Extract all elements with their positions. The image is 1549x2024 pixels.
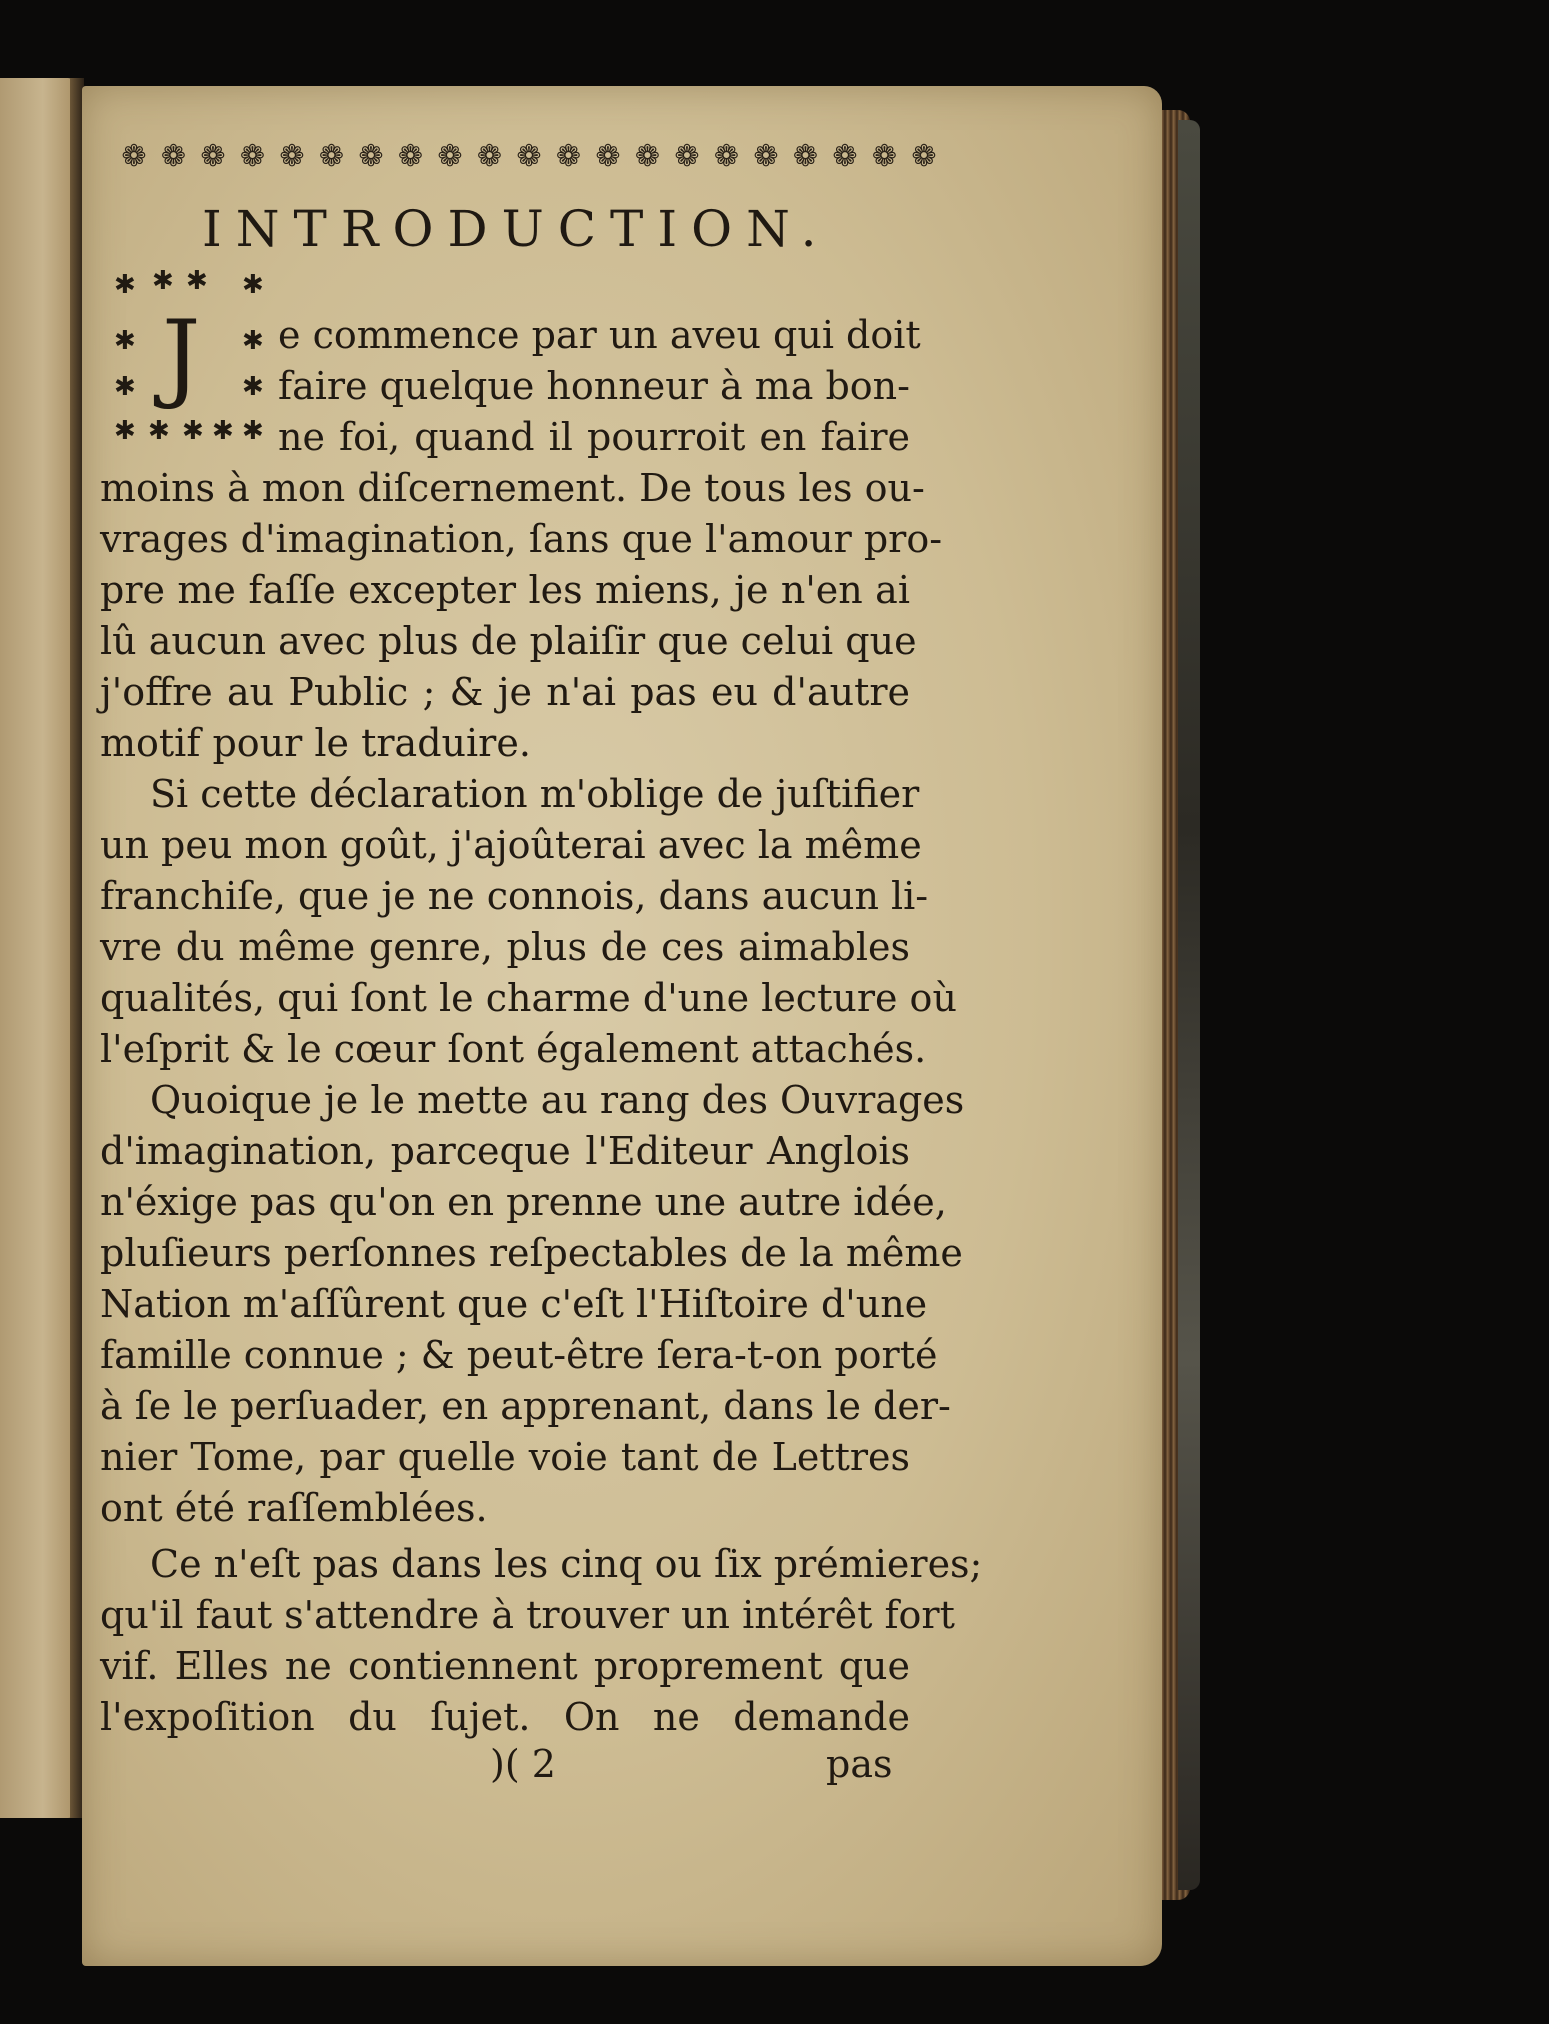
text-line: pre me faſſe excepter les miens, je n'en ai (100, 568, 910, 612)
dropcap-letter: J (162, 300, 201, 412)
book-cover-edge (1178, 120, 1200, 1890)
text-line: qu'il faut s'attendre à trouver un intérêt fort (100, 1593, 955, 1637)
ornament-icon: ❁ (516, 138, 542, 174)
asterisk-ornament-icon: ✱ (152, 266, 174, 296)
asterisk-ornament-icon: ✱ (212, 416, 234, 446)
asterisk-ornament-icon: ✱ (242, 270, 264, 300)
text-line: j'offre au Public ; & je n'ai pas eu d'autre (100, 670, 910, 714)
text-line: moins à mon diſcernement. De tous les ou- (100, 466, 925, 510)
text-line: motif pour le traduire. (100, 721, 531, 765)
text-line: famille connue ; & peut-être ſera-t-on porté (100, 1333, 938, 1377)
text-line: n'éxige pas qu'on en prenne une autre idée, (100, 1180, 947, 1224)
ornament-icon: ❁ (595, 138, 621, 174)
asterisk-ornament-icon: ✱ (242, 416, 264, 446)
signature-mark: )( 2 (490, 1742, 556, 1786)
text-line: vre du même genre, plus de ces aimables (100, 925, 910, 969)
left-page-edge (0, 78, 78, 1818)
catchword: pas (826, 1742, 893, 1786)
ornament-icon: ❁ (318, 138, 345, 174)
asterisk-ornament-icon: ✱ (114, 270, 136, 300)
text-line: à ſe le perſuader, en apprenant, dans le der- (100, 1384, 951, 1428)
text-line: ont été raſſemblées. (100, 1486, 488, 1530)
ornament-icon: ❁ (358, 138, 384, 174)
text-line: pluſieurs perſonnes reſpectables de la même (100, 1231, 963, 1275)
asterisk-ornament-icon: ✱ (242, 372, 264, 402)
ornament-icon: ❁ (397, 138, 424, 174)
ornament-icon: ❁ (753, 138, 779, 174)
dropcap-frame (112, 268, 272, 444)
asterisk-ornament-icon: ✱ (182, 416, 204, 446)
text-line: l'eſprit & le cœur ſont également attachés. (100, 1027, 927, 1071)
text-line: Nation m'aſſûrent que c'eſt l'Hiſtoire d'une (100, 1282, 928, 1326)
text-line: e commence par un aveu qui doit (278, 313, 921, 357)
text-line: nier Tome, par quelle voie tant de Lettres (100, 1435, 910, 1479)
asterisk-ornament-icon: ✱ (186, 266, 208, 296)
ornament-band (118, 138, 940, 174)
ornament-icon: ❁ (871, 138, 898, 174)
ornament-icon: ❁ (437, 138, 463, 174)
text-line: qualités, qui ſont le charme d'une lecture où (100, 976, 957, 1020)
ornament-icon: ❁ (634, 138, 661, 174)
page-title: INTRODUCTION. (202, 200, 831, 258)
asterisk-ornament-icon: ✱ (114, 416, 136, 446)
text-line: un peu mon goût, j'ajoûterai avec la même (100, 823, 922, 867)
text-line: lû aucun avec plus de plaiſir que celui que (100, 619, 917, 663)
ornament-icon: ❁ (160, 138, 187, 174)
ornament-icon: ❁ (476, 138, 503, 174)
ornament-icon: ❁ (200, 138, 226, 174)
ornament-icon: ❁ (279, 138, 305, 174)
text-line: faire quelque honneur à ma bon- (278, 364, 910, 408)
asterisk-ornament-icon: ✱ (114, 372, 136, 402)
text-line: vif. Elles ne contiennent proprement que (100, 1644, 910, 1688)
text-line: d'imagination, parceque l'Editeur Anglois (100, 1129, 910, 1173)
text-line: l'expoſition du ſujet. On ne demande (100, 1695, 910, 1739)
ornament-icon: ❁ (713, 138, 740, 174)
text-line: Si cette déclaration m'oblige de juſtifier (150, 772, 920, 816)
text-line: vrages d'imagination, ſans que l'amour pro- (100, 517, 943, 561)
ornament-icon: ❁ (832, 138, 858, 174)
ornament-icon: ❁ (555, 138, 582, 174)
text-line: ne foi, quand il pourroit en faire (278, 415, 910, 459)
asterisk-ornament-icon: ✱ (114, 326, 136, 356)
ornament-icon: ❁ (792, 138, 819, 174)
text-line: Ce n'eſt pas dans les cinq ou ſix prémieres; (150, 1542, 983, 1586)
asterisk-ornament-icon: ✱ (242, 326, 264, 356)
text-line: franchiſe, que je ne connois, dans aucun li- (100, 874, 929, 918)
text-line: Quoique je le mette au rang des Ouvrages (150, 1078, 965, 1122)
ornament-icon: ❁ (911, 138, 937, 174)
ornament-icon: ❁ (121, 138, 147, 174)
ornament-icon: ❁ (239, 138, 266, 174)
ornament-icon: ❁ (674, 138, 700, 174)
asterisk-ornament-icon: ✱ (148, 416, 170, 446)
